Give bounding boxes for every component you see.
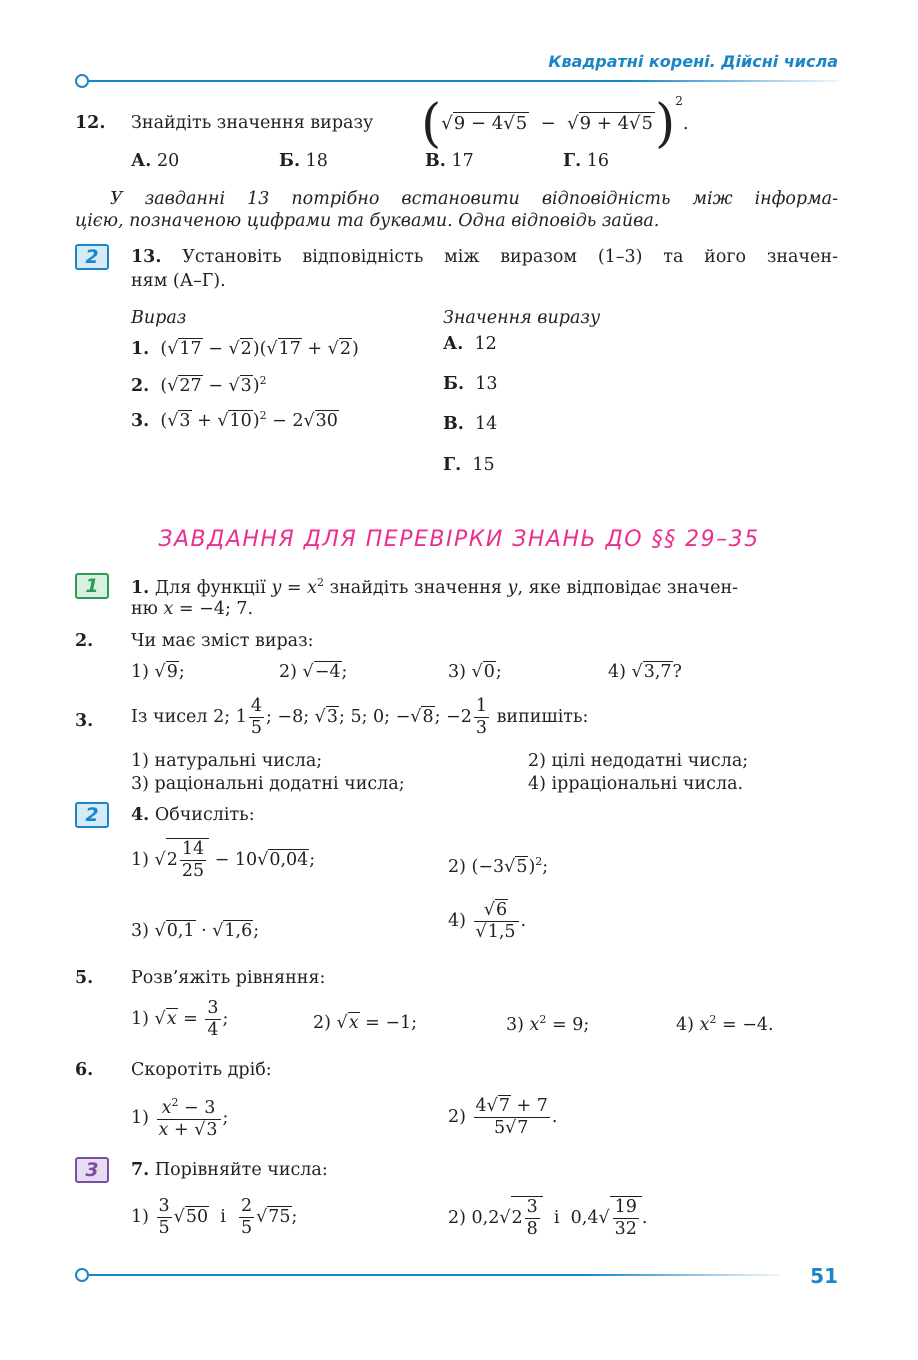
question-6-text: Скоротіть дріб: bbox=[131, 1060, 272, 1080]
question-2-number: 2. bbox=[75, 631, 94, 651]
question-3-option-4: 4) ірраціональні числа. bbox=[528, 774, 744, 794]
task-12-option-d: Г. 16 bbox=[563, 151, 610, 171]
question-1-line-2: ню x = −4; 7. bbox=[131, 599, 254, 619]
running-header: Квадратні корені. Дійсні числа bbox=[548, 52, 838, 71]
header-rule bbox=[89, 80, 839, 82]
task-13-line-1: 13. Установіть відповідність між виразом (1–3) та його значен- bbox=[131, 247, 838, 267]
task-12-expression: $(√9 - 4√5 - √9 + 4√5)^2$. bbox=[421, 94, 689, 154]
question-5-item-3: 3) $x^2 = 9$; bbox=[506, 1013, 590, 1035]
question-5-item-1: 1) √x = $\frac{3}{4}$ ; bbox=[131, 998, 229, 1040]
question-2-item-3: 3) √0; bbox=[448, 662, 502, 682]
header-rule-dot bbox=[75, 74, 89, 88]
question-2-item-4: 4) √3,7? bbox=[608, 662, 682, 682]
footer-rule bbox=[89, 1274, 779, 1276]
question-3-option-3: 3) раціональні додатні числа; bbox=[131, 774, 405, 794]
question-6-item-1: 1) $\frac{x^2 - 3}{x + √3}$ ; bbox=[131, 1096, 229, 1140]
question-4-item-1: 1) √2 $\frac{14}{25}$ − 10√0,04; bbox=[131, 839, 316, 881]
question-6-number: 6. bbox=[75, 1060, 94, 1080]
task-13-expression-2: 2. $(√27 - √3)^2$ bbox=[131, 374, 267, 396]
level-3-badge: 3 bbox=[75, 1157, 109, 1183]
note-line-1: У завданні 13 потрібно встановити відповідність між інформа- bbox=[110, 189, 838, 209]
task-12-option-a: А. 20 bbox=[131, 151, 180, 171]
section-title: ЗАВДАННЯ ДЛЯ ПЕРЕВІРКИ ЗНАНЬ ДО §§ 29–35 bbox=[158, 527, 760, 552]
question-3-option-2: 2) цілі недодатні числа; bbox=[528, 751, 749, 771]
column-header-expression: Вираз bbox=[131, 308, 187, 328]
question-7-item-1: 1) $\frac{3}{5}$ √50 і $\frac{2}{5}$ √75; bbox=[131, 1196, 298, 1238]
column-header-value: Значення виразу bbox=[443, 308, 601, 328]
question-4-item-3: 3) √0,1 · √1,6; bbox=[131, 921, 260, 941]
footer-rule-dot bbox=[75, 1268, 89, 1282]
question-2-text: Чи має зміст вираз: bbox=[131, 631, 314, 651]
question-2-item-1: 1) √9; bbox=[131, 662, 185, 682]
task-13-answer-b: Б. 13 bbox=[443, 374, 498, 394]
task-13-line-2: ням (А–Г). bbox=[131, 271, 226, 291]
task-13-answer-a: А. 12 bbox=[443, 334, 497, 354]
task-12-number: 12. bbox=[75, 113, 106, 133]
task-13-answer-c: В. 14 bbox=[443, 414, 498, 434]
question-4-item-2: 2) $(-3√5)^2$; bbox=[448, 855, 549, 877]
question-2-item-2: 2) √−4; bbox=[279, 662, 348, 682]
question-5-item-4: 4) $x^2 = -4$. bbox=[676, 1013, 774, 1035]
task-12-text: Знайдіть значення виразу bbox=[131, 113, 374, 133]
task-13-expression-3: 3. $(√3 + √10)^2 - 2√30$ bbox=[131, 409, 338, 431]
question-7-item-2: 2) 0,2√2 $\frac{3}{8}$ і 0,4√ $\frac{19}{32}$ . bbox=[448, 1197, 648, 1239]
note-line-2: цією, позначеною цифрами та буквами. Одна відповідь зайва. bbox=[75, 211, 660, 231]
level-2-badge: 2 bbox=[75, 802, 109, 828]
question-4-text: 4. Обчисліть: bbox=[131, 805, 255, 825]
question-3-number: 3. bbox=[75, 711, 94, 731]
question-6-item-2: 2) $\frac{4√7 + 7}{5√7}$ . bbox=[448, 1096, 558, 1138]
task-12-option-c: В. 17 bbox=[425, 151, 474, 171]
question-3-text: Із чисел 2; 1 $\frac{4}{5}$ ; −8; √3; 5; 0; −√8; −2 $\frac{1}{3}$ випишіть: bbox=[131, 696, 589, 738]
question-1-line-1: 1. Для функції $y = x^2$ знайдіть значення y, яке відповідає значен- bbox=[131, 576, 739, 598]
task-13-answer-d: Г. 15 bbox=[443, 455, 495, 475]
level-1-badge: 1 bbox=[75, 573, 109, 599]
level-2-badge: 2 bbox=[75, 244, 109, 270]
task-12-option-b: Б. 18 bbox=[279, 151, 328, 171]
question-5-item-2: 2) √x = −1; bbox=[313, 1013, 418, 1033]
task-13-expression-1: 1. (√17 − √2)(√17 + √2) bbox=[131, 339, 359, 359]
question-7-text: 7. Порівняйте числа: bbox=[131, 1160, 328, 1180]
question-5-text: Розв’яжіть рівняння: bbox=[131, 968, 326, 988]
question-3-option-1: 1) натуральні числа; bbox=[131, 751, 323, 771]
question-4-item-4: 4) $\frac{√6}{√1,5}$ . bbox=[448, 900, 527, 942]
page-number: 51 bbox=[810, 1264, 838, 1288]
question-5-number: 5. bbox=[75, 968, 94, 988]
